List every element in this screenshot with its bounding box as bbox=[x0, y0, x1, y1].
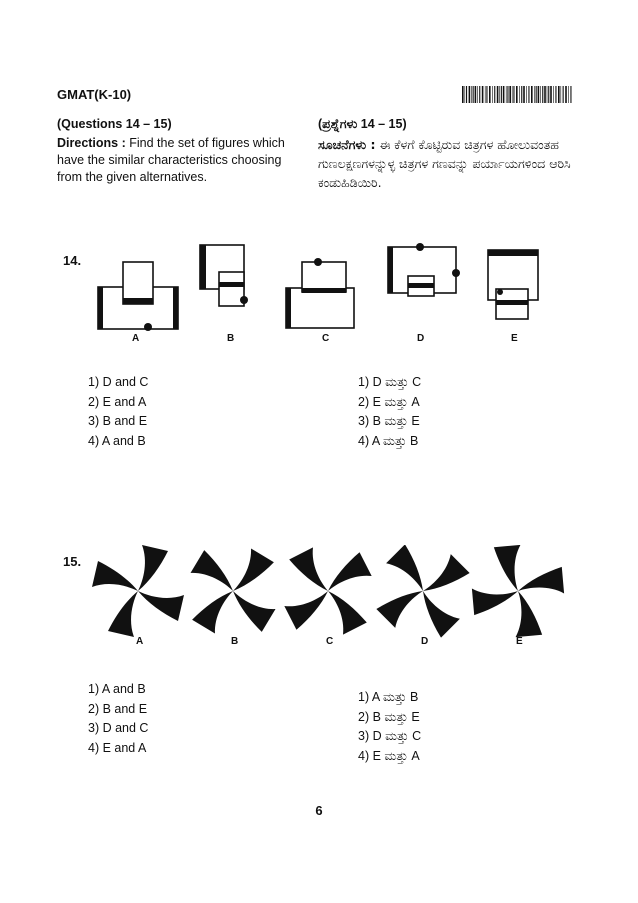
question-15-options-kn bbox=[358, 688, 421, 766]
q14-figure-b bbox=[200, 245, 248, 344]
barcode-bar bbox=[561, 86, 562, 103]
barcode-bar bbox=[550, 86, 552, 103]
pinwheel-blade bbox=[488, 545, 524, 591]
q15-option-3-en[interactable]: 3) D and C bbox=[88, 721, 149, 735]
barcode-bar bbox=[538, 86, 540, 103]
pinwheel-blade bbox=[518, 561, 568, 597]
pinwheel-blade bbox=[190, 582, 233, 635]
barcode-bar bbox=[547, 86, 548, 103]
barcode-bar bbox=[544, 86, 546, 103]
barcode-bar bbox=[473, 86, 474, 103]
barcode-bar bbox=[475, 86, 477, 103]
q14-figure-a bbox=[98, 262, 178, 344]
barcode-bar bbox=[519, 86, 520, 103]
directions-text-en: Find the set of figures which have the similar characteristics choosing from the given alternatives. bbox=[57, 136, 285, 184]
exam-code: GMAT(K-10) bbox=[57, 87, 132, 102]
question-14-figures bbox=[90, 240, 540, 345]
pinwheel-blade bbox=[138, 545, 168, 591]
q15-option-2-en[interactable]: 2) B and E bbox=[88, 701, 148, 716]
q14-figure-e bbox=[488, 250, 538, 344]
barcode-bar bbox=[553, 86, 554, 103]
q14-option-1-en[interactable]: 1) D and C bbox=[88, 375, 149, 389]
q14-label-d: D bbox=[417, 333, 425, 344]
barcode-bar bbox=[513, 86, 514, 103]
barcode-bar bbox=[523, 86, 525, 103]
q14-option-2-en[interactable]: 2) E and A bbox=[88, 394, 147, 409]
pinwheel-blade bbox=[512, 591, 548, 641]
question-range-kn: (ಪ್ರಶ್ನೆಗಳು 14 – 15) bbox=[318, 117, 407, 131]
barcode-bar bbox=[509, 86, 511, 103]
directions-en bbox=[57, 135, 307, 186]
barcode-bar bbox=[528, 86, 529, 103]
pinwheel-blade bbox=[92, 561, 138, 591]
barcode-bar bbox=[521, 86, 522, 103]
barcode-bar bbox=[494, 86, 495, 103]
barcode-bar bbox=[503, 86, 505, 103]
q15-label-a: A bbox=[136, 636, 144, 647]
q15-label-e: E bbox=[516, 636, 523, 647]
barcode-bar bbox=[526, 86, 527, 103]
pinwheel-blade bbox=[233, 547, 276, 600]
q14-option-3-kn[interactable]: 3) B ಮತ್ತು E bbox=[358, 414, 420, 428]
q14-label-b: B bbox=[227, 333, 235, 344]
q14-label-a: A bbox=[132, 333, 140, 344]
pinwheel-blade bbox=[189, 548, 242, 591]
q15-option-4-en[interactable]: 4) E and A bbox=[88, 740, 147, 755]
barcode-bar bbox=[501, 86, 502, 103]
barcode-bar bbox=[563, 86, 564, 103]
q14-label-c: C bbox=[322, 333, 330, 344]
q15-label-d: D bbox=[421, 636, 429, 647]
q15-option-1-kn[interactable]: 1) A ಮತ್ತು B bbox=[358, 690, 419, 704]
pinwheel-blade bbox=[407, 591, 462, 641]
barcode-bar bbox=[477, 86, 478, 103]
question-range-en: (Questions 14 – 15) bbox=[57, 117, 172, 131]
pinwheel-blade bbox=[288, 546, 328, 598]
barcode-bar bbox=[565, 86, 567, 103]
pinwheel-blade bbox=[384, 545, 439, 591]
barcode-bar bbox=[568, 86, 569, 103]
question-15-number: 15. bbox=[63, 554, 82, 569]
pinwheel-blade bbox=[283, 591, 335, 631]
barcode-bar bbox=[516, 86, 518, 103]
barcode-bar bbox=[507, 86, 508, 103]
barcode-bar bbox=[506, 86, 507, 103]
barcode-bar bbox=[466, 86, 467, 103]
barcode-bar bbox=[555, 86, 556, 103]
q15-option-3-kn[interactable]: 3) D ಮತ್ತು C bbox=[358, 729, 422, 743]
q15-figure-b bbox=[189, 547, 276, 634]
directions-kn bbox=[318, 135, 578, 192]
barcode-bar bbox=[482, 86, 484, 103]
barcode-bar bbox=[570, 86, 571, 103]
barcode-bar bbox=[492, 86, 493, 103]
question-15-options-en bbox=[88, 680, 148, 758]
q14-option-2-kn[interactable]: 2) E ಮತ್ತು A bbox=[358, 394, 420, 409]
barcode bbox=[462, 86, 572, 103]
barcode-bar bbox=[499, 86, 500, 103]
pinwheel-blade bbox=[108, 591, 138, 637]
q14-option-4-en[interactable]: 4) A and B bbox=[88, 433, 146, 448]
barcode-bar bbox=[542, 86, 543, 103]
barcode-bar bbox=[489, 86, 491, 103]
question-14-options-kn bbox=[358, 373, 421, 451]
directions-text-kn: ಈ ಕೆಳಗೆ ಕೊಟ್ಟಿರುವ ಚಿತ್ರಗಳ ಹೋಲುವಂತಹ ಗುಣಲಕ್ಷಣಗಳನ್ನುಳ್ಳ ಚಿತ್ರಗಳ ಗಣವನ್ನು ಪರ್ಯಾಯಗಳಿಂದ ಆರಿಸಿ ಕಂಡುಹಿಡಿಯಿರಿ. bbox=[318, 137, 571, 190]
q15-figure-c bbox=[283, 546, 372, 635]
pinwheel-blade bbox=[373, 575, 423, 630]
barcode-bar bbox=[540, 86, 541, 103]
barcode-bar bbox=[469, 86, 471, 103]
pinwheel-blade bbox=[321, 551, 373, 591]
barcode-bar bbox=[536, 86, 537, 103]
question-14-number: 14. bbox=[63, 253, 82, 268]
barcode-bar bbox=[497, 86, 499, 103]
barcode-bar bbox=[462, 86, 464, 103]
q15-option-2-kn[interactable]: 2) B ಮತ್ತು E bbox=[358, 709, 420, 724]
directions-label-en: Directions : bbox=[57, 136, 126, 150]
barcode-bar bbox=[465, 86, 466, 103]
barcode-bar bbox=[486, 86, 487, 103]
q15-option-4-kn[interactable]: 4) E ಮತ್ತು A bbox=[358, 748, 420, 763]
q15-label-b: B bbox=[231, 636, 239, 647]
q14-option-1-kn[interactable]: 1) D ಮತ್ತು C bbox=[358, 375, 422, 389]
page-number: 6 bbox=[315, 803, 323, 818]
barcode-bar bbox=[558, 86, 560, 103]
q15-figure-e bbox=[468, 545, 567, 641]
q14-figure-c bbox=[286, 258, 354, 344]
q15-label-c: C bbox=[326, 636, 334, 647]
q15-figure-d bbox=[373, 545, 473, 641]
q14-option-4-kn[interactable]: 4) A ಮತ್ತು B bbox=[358, 433, 419, 448]
barcode-bar bbox=[485, 86, 486, 103]
directions-label-kn: ಸೂಚನೆಗಳು : bbox=[318, 137, 376, 152]
question-15-figures bbox=[90, 545, 570, 650]
q14-figure-d bbox=[388, 243, 460, 344]
q15-figure-a bbox=[92, 545, 184, 637]
q14-option-3-en[interactable]: 3) B and E bbox=[88, 414, 148, 428]
pinwheel-blade bbox=[423, 552, 473, 607]
q15-option-1-en[interactable]: 1) A and B bbox=[88, 682, 146, 696]
question-14-options-en bbox=[88, 373, 148, 451]
barcode-bar bbox=[479, 86, 480, 103]
barcode-bar bbox=[512, 86, 513, 103]
pinwheel-blade bbox=[138, 591, 184, 621]
pinwheel-blade bbox=[328, 584, 368, 636]
barcode-bar bbox=[471, 86, 472, 103]
pinwheel-blade bbox=[468, 585, 518, 621]
pinwheel-blade bbox=[224, 591, 277, 634]
barcode-bar bbox=[534, 86, 535, 103]
q14-label-e: E bbox=[511, 333, 518, 344]
barcode-bar bbox=[548, 86, 549, 103]
barcode-bar bbox=[531, 86, 533, 103]
